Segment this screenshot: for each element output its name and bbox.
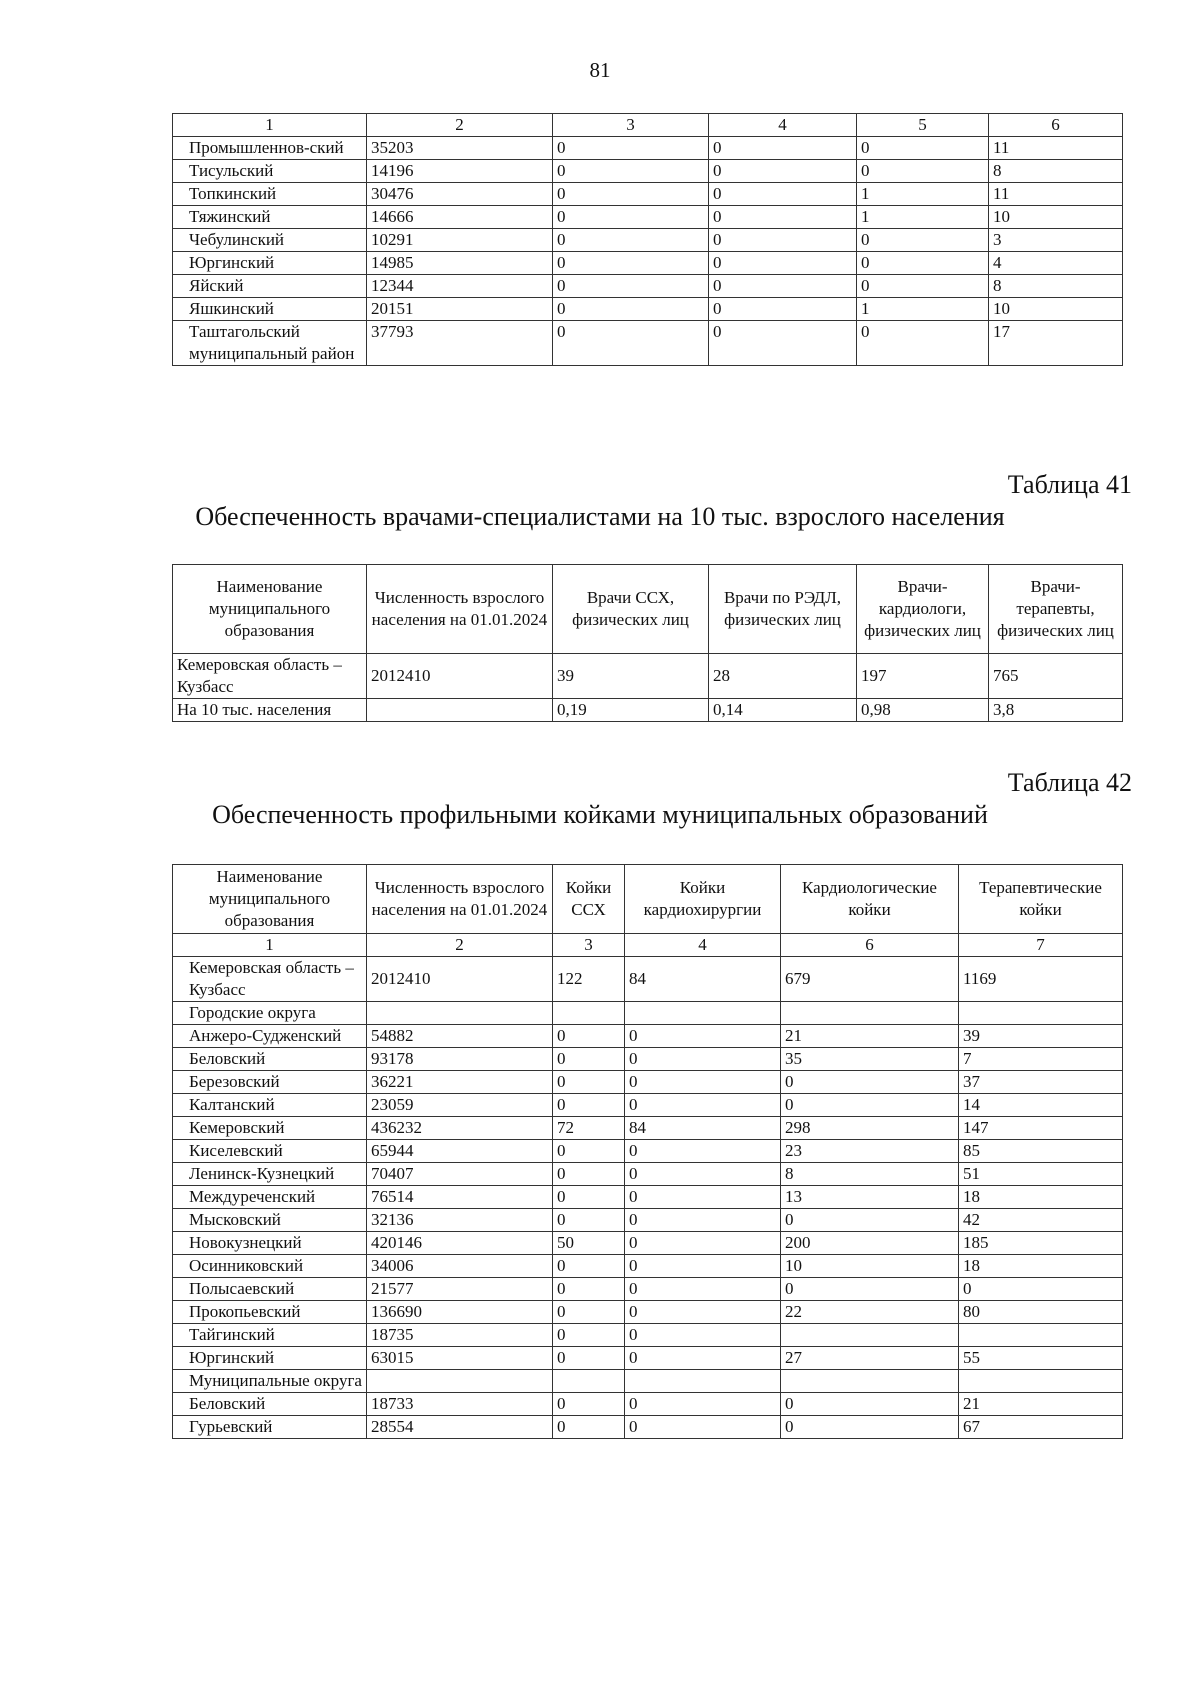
table-41: [172, 564, 1123, 722]
table-row: [173, 137, 1123, 160]
cell-value: 0: [553, 183, 709, 206]
cell-value: 0: [553, 1025, 625, 1048]
table-row: [173, 1209, 1123, 1232]
table-row: [173, 1186, 1123, 1209]
column-number: 3: [553, 934, 625, 957]
column-header: Койки кардиохирургии: [625, 865, 781, 934]
cell-value: 7: [959, 1048, 1123, 1071]
cell-value: 0: [709, 321, 857, 366]
cell-value: 0: [857, 137, 989, 160]
cell-value: 10: [989, 298, 1123, 321]
cell-value: 14: [959, 1094, 1123, 1117]
table-row: [173, 183, 1123, 206]
cell-value: 0: [709, 183, 857, 206]
cell-value: 12344: [367, 275, 553, 298]
cell-value: 18733: [367, 1393, 553, 1416]
cell-value: 18: [959, 1186, 1123, 1209]
table-42-number: Таблица 42: [1007, 768, 1132, 797]
cell-value: 11: [989, 137, 1123, 160]
cell-value: 27: [781, 1347, 959, 1370]
column-header: Врачи-терапевты, физических лиц: [989, 565, 1123, 654]
table-row: [173, 160, 1123, 183]
table-row: [173, 321, 1123, 366]
cell-value: 0,19: [553, 699, 709, 722]
row-label: Новокузнецкий: [173, 1232, 367, 1255]
cell-value: 0: [709, 275, 857, 298]
cell-value: 80: [959, 1301, 1123, 1324]
column-number: 6: [781, 934, 959, 957]
cell-value: 13: [781, 1186, 959, 1209]
row-label: Беловский: [173, 1048, 367, 1071]
table-row: [173, 1163, 1123, 1186]
column-number: 1: [173, 114, 367, 137]
column-number: 3: [553, 114, 709, 137]
row-label: Гурьевский: [173, 1416, 367, 1439]
table-row: [173, 1094, 1123, 1117]
cell-value: 21577: [367, 1278, 553, 1301]
cell-value: 72: [553, 1117, 625, 1140]
cell-value: 10291: [367, 229, 553, 252]
cell-value: 84: [625, 1117, 781, 1140]
cell-value: 85: [959, 1140, 1123, 1163]
table-row: [173, 1002, 1123, 1025]
table-42: [172, 864, 1123, 1439]
cell-value: 70407: [367, 1163, 553, 1186]
cell-value: 32136: [367, 1209, 553, 1232]
cell-value: 37793: [367, 321, 553, 366]
column-number: 7: [959, 934, 1123, 957]
table-row: [173, 1048, 1123, 1071]
cell-value: 14985: [367, 252, 553, 275]
column-header: Врачи ССХ, физических лиц: [553, 565, 709, 654]
row-label: Междуреченский: [173, 1186, 367, 1209]
cell-value: 23059: [367, 1094, 553, 1117]
cell-value: 0: [857, 160, 989, 183]
cell-value: 0: [553, 321, 709, 366]
cell-value: [959, 1002, 1123, 1025]
column-number: 6: [989, 114, 1123, 137]
cell-value: 65944: [367, 1140, 553, 1163]
row-label: Кемеровская область – Кузбасс: [173, 957, 367, 1002]
row-label: Таштагольский муниципальный район: [173, 321, 367, 366]
table-row: [173, 1347, 1123, 1370]
row-label: Полысаевский: [173, 1278, 367, 1301]
column-number: 2: [367, 114, 553, 137]
table-row: [173, 1255, 1123, 1278]
cell-value: 3: [989, 229, 1123, 252]
cell-value: 2012410: [367, 654, 553, 699]
cell-value: 0: [625, 1416, 781, 1439]
table-header-row: [173, 865, 1123, 934]
cell-value: 0: [625, 1140, 781, 1163]
column-header: Наименование муниципального образования: [173, 565, 367, 654]
row-label: Кемеровская область – Кузбасс: [173, 654, 367, 699]
cell-value: 1: [857, 298, 989, 321]
table-row: [173, 1071, 1123, 1094]
table-header-row: [173, 114, 1123, 137]
cell-value: 14666: [367, 206, 553, 229]
cell-value: 298: [781, 1117, 959, 1140]
page-number: 81: [589, 58, 611, 82]
row-label: Ленинск-Кузнецкий: [173, 1163, 367, 1186]
cell-value: 0: [709, 229, 857, 252]
cell-value: 0: [781, 1209, 959, 1232]
cell-value: [553, 1370, 625, 1393]
cell-value: 39: [553, 654, 709, 699]
cell-value: [781, 1324, 959, 1347]
cell-value: 0: [857, 229, 989, 252]
row-label: Мысковский: [173, 1209, 367, 1232]
cell-value: 34006: [367, 1255, 553, 1278]
row-label: Анжеро-Судженский: [173, 1025, 367, 1048]
cell-value: 0: [553, 1324, 625, 1347]
cell-value: 0: [553, 137, 709, 160]
column-header: Численность взрослого населения на 01.01.2024: [367, 565, 553, 654]
table-row: [173, 206, 1123, 229]
column-number: 1: [173, 934, 367, 957]
row-label: Чебулинский: [173, 229, 367, 252]
table-row: [173, 1416, 1123, 1439]
cell-value: 0: [553, 1347, 625, 1370]
cell-value: 11: [989, 183, 1123, 206]
table-row: [173, 699, 1123, 722]
column-header: Койки ССХ: [553, 865, 625, 934]
column-header: Численность взрослого населения на 01.01.2024: [367, 865, 553, 934]
cell-value: 0: [781, 1416, 959, 1439]
cell-value: 67: [959, 1416, 1123, 1439]
cell-value: [367, 699, 553, 722]
cell-value: [367, 1002, 553, 1025]
column-number: 2: [367, 934, 553, 957]
cell-value: 0: [553, 206, 709, 229]
cell-value: 84: [625, 957, 781, 1002]
cell-value: 0: [553, 1163, 625, 1186]
column-header: Терапевтические койки: [959, 865, 1123, 934]
cell-value: 0: [625, 1278, 781, 1301]
cell-value: 36221: [367, 1071, 553, 1094]
cell-value: 37: [959, 1071, 1123, 1094]
cell-value: 0: [625, 1094, 781, 1117]
table-row: [173, 1393, 1123, 1416]
cell-value: 21: [781, 1025, 959, 1048]
cell-value: 63015: [367, 1347, 553, 1370]
column-header: Кардиологические койки: [781, 865, 959, 934]
cell-value: 0: [553, 1416, 625, 1439]
cell-value: 122: [553, 957, 625, 1002]
cell-value: 18735: [367, 1324, 553, 1347]
cell-value: [781, 1370, 959, 1393]
cell-value: 28: [709, 654, 857, 699]
cell-value: 0: [857, 252, 989, 275]
table-row: [173, 654, 1123, 699]
cell-value: 1169: [959, 957, 1123, 1002]
cell-value: 0: [625, 1393, 781, 1416]
cell-value: 20151: [367, 298, 553, 321]
cell-value: 0: [625, 1163, 781, 1186]
cell-value: 0: [857, 321, 989, 366]
cell-value: 0: [553, 1278, 625, 1301]
row-label: Юргинский: [173, 252, 367, 275]
cell-value: 8: [989, 160, 1123, 183]
row-label: Киселевский: [173, 1140, 367, 1163]
cell-value: 436232: [367, 1117, 553, 1140]
cell-value: 0: [553, 1301, 625, 1324]
table-row: [173, 1370, 1123, 1393]
cell-value: 22: [781, 1301, 959, 1324]
cell-value: 0,14: [709, 699, 857, 722]
cell-value: 0: [781, 1071, 959, 1094]
cell-value: 0: [781, 1278, 959, 1301]
row-label: Тайгинский: [173, 1324, 367, 1347]
table-row: [173, 252, 1123, 275]
row-label: Городские округа: [173, 1002, 367, 1025]
cell-value: 0: [625, 1347, 781, 1370]
cell-value: 0: [553, 1048, 625, 1071]
cell-value: 0: [709, 206, 857, 229]
cell-value: 0: [553, 229, 709, 252]
row-label: Промышленнов-ский: [173, 137, 367, 160]
row-label: Калтанский: [173, 1094, 367, 1117]
cell-value: 0: [553, 1140, 625, 1163]
cell-value: 0: [625, 1048, 781, 1071]
row-label: Тяжинский: [173, 206, 367, 229]
cell-value: 0: [709, 137, 857, 160]
row-label: Топкинский: [173, 183, 367, 206]
cell-value: 0: [553, 1209, 625, 1232]
table-40-continuation: [172, 113, 1123, 366]
table-header-row: [173, 565, 1123, 654]
cell-value: 0: [781, 1094, 959, 1117]
cell-value: 1: [857, 183, 989, 206]
cell-value: 54882: [367, 1025, 553, 1048]
cell-value: 76514: [367, 1186, 553, 1209]
row-label: На 10 тыс. населения: [173, 699, 367, 722]
row-label: Кемеровский: [173, 1117, 367, 1140]
table-row: [173, 275, 1123, 298]
cell-value: 23: [781, 1140, 959, 1163]
table-row: [173, 1301, 1123, 1324]
cell-value: [625, 1002, 781, 1025]
cell-value: 0: [857, 275, 989, 298]
cell-value: 0: [709, 160, 857, 183]
cell-value: 18: [959, 1255, 1123, 1278]
cell-value: 42: [959, 1209, 1123, 1232]
cell-value: 10: [781, 1255, 959, 1278]
cell-value: 17: [989, 321, 1123, 366]
table-row: [173, 957, 1123, 1002]
cell-value: 0: [625, 1324, 781, 1347]
table-row: [173, 1117, 1123, 1140]
cell-value: 0: [959, 1278, 1123, 1301]
cell-value: [959, 1370, 1123, 1393]
cell-value: 0: [625, 1232, 781, 1255]
row-label: Муниципальные округа: [173, 1370, 367, 1393]
cell-value: 8: [989, 275, 1123, 298]
table-row: [173, 298, 1123, 321]
cell-value: 765: [989, 654, 1123, 699]
cell-value: 10: [989, 206, 1123, 229]
row-label: Осинниковский: [173, 1255, 367, 1278]
cell-value: 0: [625, 1071, 781, 1094]
cell-value: 55: [959, 1347, 1123, 1370]
cell-value: 21: [959, 1393, 1123, 1416]
cell-value: 147: [959, 1117, 1123, 1140]
column-number: 5: [857, 114, 989, 137]
cell-value: 50: [553, 1232, 625, 1255]
cell-value: 14196: [367, 160, 553, 183]
cell-value: 1: [857, 206, 989, 229]
cell-value: 0: [553, 298, 709, 321]
table-row: [173, 1232, 1123, 1255]
row-label: Тисульский: [173, 160, 367, 183]
column-header: Врачи-кардиологи, физических лиц: [857, 565, 989, 654]
table-row: [173, 1140, 1123, 1163]
table-42-title: Обеспеченность профильными койками муниципальных образований: [212, 800, 988, 829]
column-number: 4: [625, 934, 781, 957]
cell-value: 0: [625, 1186, 781, 1209]
row-label: Яйский: [173, 275, 367, 298]
cell-value: 0: [625, 1255, 781, 1278]
cell-value: 0: [553, 275, 709, 298]
cell-value: 0,98: [857, 699, 989, 722]
cell-value: 197: [857, 654, 989, 699]
row-label: Прокопьевский: [173, 1301, 367, 1324]
cell-value: 51: [959, 1163, 1123, 1186]
cell-value: 136690: [367, 1301, 553, 1324]
column-header: Наименование муниципального образования: [173, 865, 367, 934]
cell-value: [781, 1002, 959, 1025]
cell-value: 3,8: [989, 699, 1123, 722]
table-row: [173, 229, 1123, 252]
cell-value: 0: [709, 252, 857, 275]
cell-value: [553, 1002, 625, 1025]
table-41-title: Обеспеченность врачами-специалистами на 10 тыс. взрослого населения: [195, 502, 1005, 531]
cell-value: 0: [553, 160, 709, 183]
cell-value: 39: [959, 1025, 1123, 1048]
row-label: Яшкинский: [173, 298, 367, 321]
cell-value: 93178: [367, 1048, 553, 1071]
cell-value: 35: [781, 1048, 959, 1071]
cell-value: 0: [553, 1255, 625, 1278]
table-row: [173, 1278, 1123, 1301]
cell-value: 0: [553, 1071, 625, 1094]
cell-value: [959, 1324, 1123, 1347]
cell-value: 28554: [367, 1416, 553, 1439]
cell-value: 30476: [367, 183, 553, 206]
table-41-number: Таблица 41: [1007, 470, 1132, 499]
cell-value: 0: [625, 1209, 781, 1232]
cell-value: [367, 1370, 553, 1393]
row-label: Березовский: [173, 1071, 367, 1094]
cell-value: 2012410: [367, 957, 553, 1002]
cell-value: 0: [553, 1094, 625, 1117]
column-number: 4: [709, 114, 857, 137]
table-column-numbers-row: [173, 934, 1123, 957]
row-label: Юргинский: [173, 1347, 367, 1370]
cell-value: 200: [781, 1232, 959, 1255]
cell-value: 420146: [367, 1232, 553, 1255]
cell-value: 0: [553, 1186, 625, 1209]
cell-value: 185: [959, 1232, 1123, 1255]
cell-value: 8: [781, 1163, 959, 1186]
row-label: Беловский: [173, 1393, 367, 1416]
cell-value: 0: [625, 1025, 781, 1048]
table-row: [173, 1324, 1123, 1347]
cell-value: 35203: [367, 137, 553, 160]
cell-value: 679: [781, 957, 959, 1002]
cell-value: [625, 1370, 781, 1393]
column-header: Врачи по РЭДЛ, физических лиц: [709, 565, 857, 654]
cell-value: 0: [625, 1301, 781, 1324]
cell-value: 4: [989, 252, 1123, 275]
cell-value: 0: [553, 252, 709, 275]
table-row: [173, 1025, 1123, 1048]
cell-value: 0: [709, 298, 857, 321]
cell-value: 0: [781, 1393, 959, 1416]
cell-value: 0: [553, 1393, 625, 1416]
